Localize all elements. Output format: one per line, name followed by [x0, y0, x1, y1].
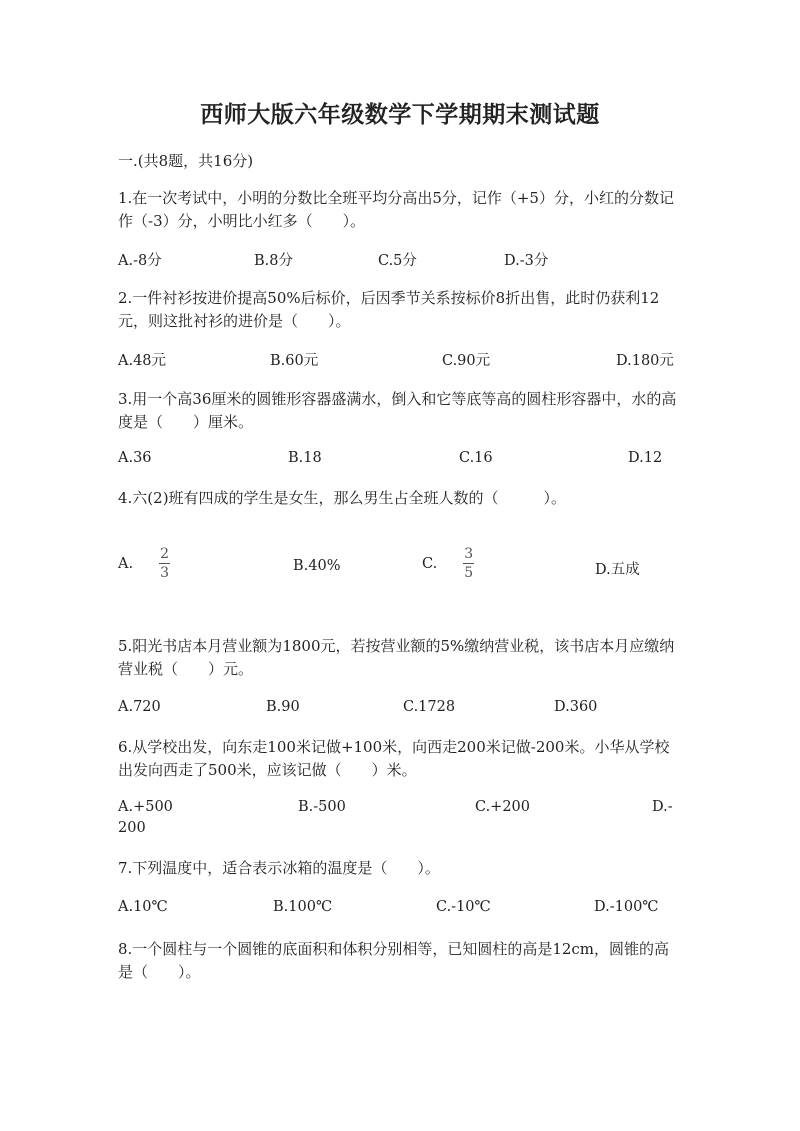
question-7: 7.下列温度中，适合表示冰箱的温度是（ ）。 — [118, 859, 440, 877]
option-a[interactable]: A.36 — [118, 450, 152, 466]
question-5-options — [118, 699, 680, 721]
option-c[interactable]: C.-10℃ — [436, 899, 491, 915]
question-6-options — [118, 799, 680, 843]
option-b[interactable]: B.8分 — [254, 253, 293, 269]
fraction-denominator: 3 — [160, 565, 170, 581]
option-a[interactable]: A.10℃ — [118, 899, 168, 915]
option-a-label: A. — [118, 555, 134, 572]
option-d[interactable]: D.- — [652, 799, 673, 815]
option-a[interactable]: A.-8分 — [118, 253, 162, 269]
question-2-options — [118, 349, 680, 371]
option-d[interactable]: D.-3分 — [504, 253, 549, 269]
option-c[interactable] — [422, 546, 474, 581]
option-b[interactable]: B.60元 — [270, 353, 319, 369]
section-heading: 一.(共8题，共16分) — [118, 152, 254, 170]
option-c[interactable]: C.+200 — [475, 799, 531, 815]
option-d[interactable]: D.180元 — [616, 353, 674, 369]
question-6: 6.从学校出发，向东走100米记做+100米，向西走200米记做-200米。小华从学校出发向西走了500米，应该记做（ ）米。 — [118, 738, 670, 779]
option-d[interactable]: D.12 — [628, 450, 663, 466]
question-3: 3.用一个高36厘米的圆锥形容器盛满水，倒入和它等底等高的圆柱形容器中，水的高度是（ ）厘米。 — [118, 390, 677, 431]
fraction-three-fifths — [463, 546, 474, 581]
question-3-options — [118, 450, 680, 472]
option-c[interactable]: C.90元 — [442, 353, 491, 369]
option-c[interactable]: C.5分 — [378, 253, 417, 269]
question-4: 4.六(2)班有四成的学生是女生，那么男生占全班人数的（ ）。 — [118, 489, 567, 507]
question-5: 5.阳光书店本月营业额为1800元，若按营业额的5%缴纳营业税，该书店本月应缴纳营业税（ ）元。 — [118, 637, 675, 678]
option-d[interactable]: D.五成 — [595, 562, 640, 578]
question-4-options — [118, 546, 680, 590]
option-b[interactable]: B.40% — [293, 558, 341, 574]
question-8: 8.一个圆柱与一个圆锥的底面积和体积分别相等，已知圆柱的高是12cm，圆锥的高是（ ）。 — [118, 940, 670, 981]
option-c-label: C. — [422, 555, 438, 572]
question-7-options — [118, 899, 680, 921]
fraction-bar — [159, 563, 170, 564]
page-title: 西师大版六年级数学下学期期末测试题 — [200, 101, 600, 128]
fraction-bar — [463, 563, 474, 564]
option-a[interactable] — [118, 546, 170, 581]
fraction-numerator: 2 — [160, 546, 170, 562]
option-a[interactable]: A.+500 — [118, 799, 173, 815]
option-c[interactable]: C.1728 — [403, 699, 456, 715]
question-2: 2.一件衬衫按进价提高50%后标价，后因季节关系按标价8折出售，此时仍获利12元，则这批衬衫的进价是（ ）。 — [118, 289, 660, 330]
question-1: 1.在一次考试中，小明的分数比全班平均分高出5分，记作（+5）分，小红的分数记作（-3）分，小明比小红多（ ）。 — [118, 189, 674, 230]
option-d-wrap: 200 — [118, 820, 146, 836]
fraction-two-thirds — [159, 546, 170, 581]
option-d[interactable]: D.-100℃ — [594, 899, 659, 915]
fraction-numerator: 3 — [464, 546, 474, 562]
option-a[interactable]: A.720 — [118, 699, 161, 715]
option-d[interactable]: D.360 — [554, 699, 598, 715]
option-a[interactable]: A.48元 — [118, 353, 167, 369]
option-b[interactable]: B.100℃ — [273, 899, 333, 915]
option-b[interactable]: B.18 — [288, 450, 322, 466]
fraction-denominator: 5 — [464, 565, 474, 581]
option-b[interactable]: B.-500 — [298, 799, 346, 815]
question-1-options — [118, 249, 680, 271]
option-c[interactable]: C.16 — [459, 450, 493, 466]
option-b[interactable]: B.90 — [266, 699, 300, 715]
